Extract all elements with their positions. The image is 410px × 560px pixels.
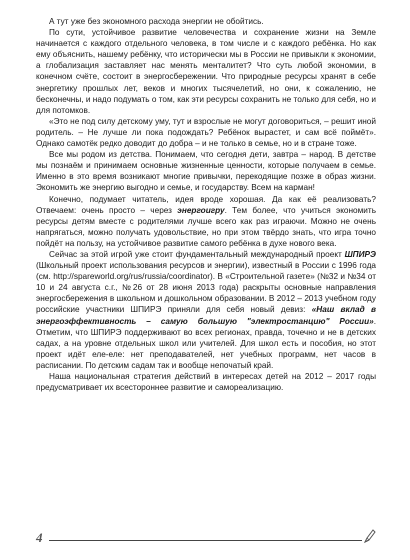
motto: «Наш вклад в энергоэффективность – самую большую "электростанцию" России» bbox=[36, 305, 376, 326]
paragraph-5: Конечно, подумает читатель, идея вроде хорошая. Да как её реализовать? Отвечаем: очень просто – через энергоигру. Тем более, что учиться экономить ресурсы детям вместе с родителями лучше всего как раз играючи. Можно не очень напрягаться, можно получать удовольствие, но при этом твёрдо знать, что игра точно пойдёт на пользу, на устойчивое развитие самого ребёнка в духе нового века. bbox=[36, 194, 376, 248]
pencil-icon bbox=[362, 528, 376, 544]
footer-rule bbox=[49, 540, 362, 541]
paragraph-1: А тут уже без экономного расхода энергии не обойтись. bbox=[49, 17, 264, 26]
page-footer bbox=[36, 530, 376, 546]
paragraph-4: Все мы родом из детства. Понимаем, что сегодня дети, завтра – народ. В детстве мы познаём и принимаем основные жизненные ценности, которые получаем в семье. Именно в это время возникают многие привычки, перекодящие позже в образ жизни. Экономить же энергию выгодно и семье, и государству. Всем на карман! bbox=[36, 150, 376, 193]
page-number: 4 bbox=[36, 530, 43, 545]
paragraph-2: По сути, устойчивое развитие человечества и сохранение жизни на Земле начинается с каждого отдельного человека, в том числе и с каждого ребёнка. Но как ему объяснить, нашему ребёнку, что исторически мы в России не привыкли к экономии, а глобализация заставляет нас менять менталитет? Что суть любой экономии, в конечном счёте, состоит в энергосбережении. Что природные ресурсы хранят в себе энергетику прошлых лет, веков и многих тысячелетий, но они, к сожалению, не бесконечны, и надо подумать о том, как эти ресурсы сохранить не только для себя, но и для потомков. bbox=[36, 28, 376, 115]
paragraph-3: «Это не под силу детскому уму, тут и взрослые не могут договориться, – решит иной родитель. – Не лучше ли пока подождать? Ребёнок вырастет, и сам всё поймёт». Однако самотёк редко доводит до добра – и не только в семье, но и в стране тоже. bbox=[36, 116, 376, 149]
article-body bbox=[36, 16, 376, 393]
paragraph-6: Сейчас за этой игрой уже стоит фундаментальный международный проект ШПИРЭ (Школьный проект использования ресурсов и энергии), известный в России с 1996 года (см. http://spareworld.org/rus/russia/coordinator). В «Строительной газете» (№32 и №34 от 10 и 24 августа с.г., №26 от 28 июня 2013 года) раскрыты основные направления энергосбережения в школьном и дошкольном образовании. В 2012 – 2013 учебном году российские участники ШПИРЭ приняли для себя новый девиз: «Наш вклад в энергоэффективность – самую большую "электростанцию" России». Отметим, что ШПИРЭ поддерживают во всех регионах, правда, точечно и не в детских садах, а на уровне отдельных школ или учителей. Для школ есть и пособия, но этот проект идёт еле-еле: нет преподавателей, нет учебных программ, нет часов в расписании. По детским садам так и вообще непочатый край. bbox=[36, 249, 376, 370]
paragraph-7: Наша национальная стратегия действий в интересах детей на 2012 – 2017 годы предусматривает их всестороннее развитие и самореализацию. bbox=[36, 372, 376, 393]
keyword-energogame: энергоигру bbox=[177, 205, 225, 215]
keyword-shpire: ШПИРЭ bbox=[344, 249, 376, 259]
